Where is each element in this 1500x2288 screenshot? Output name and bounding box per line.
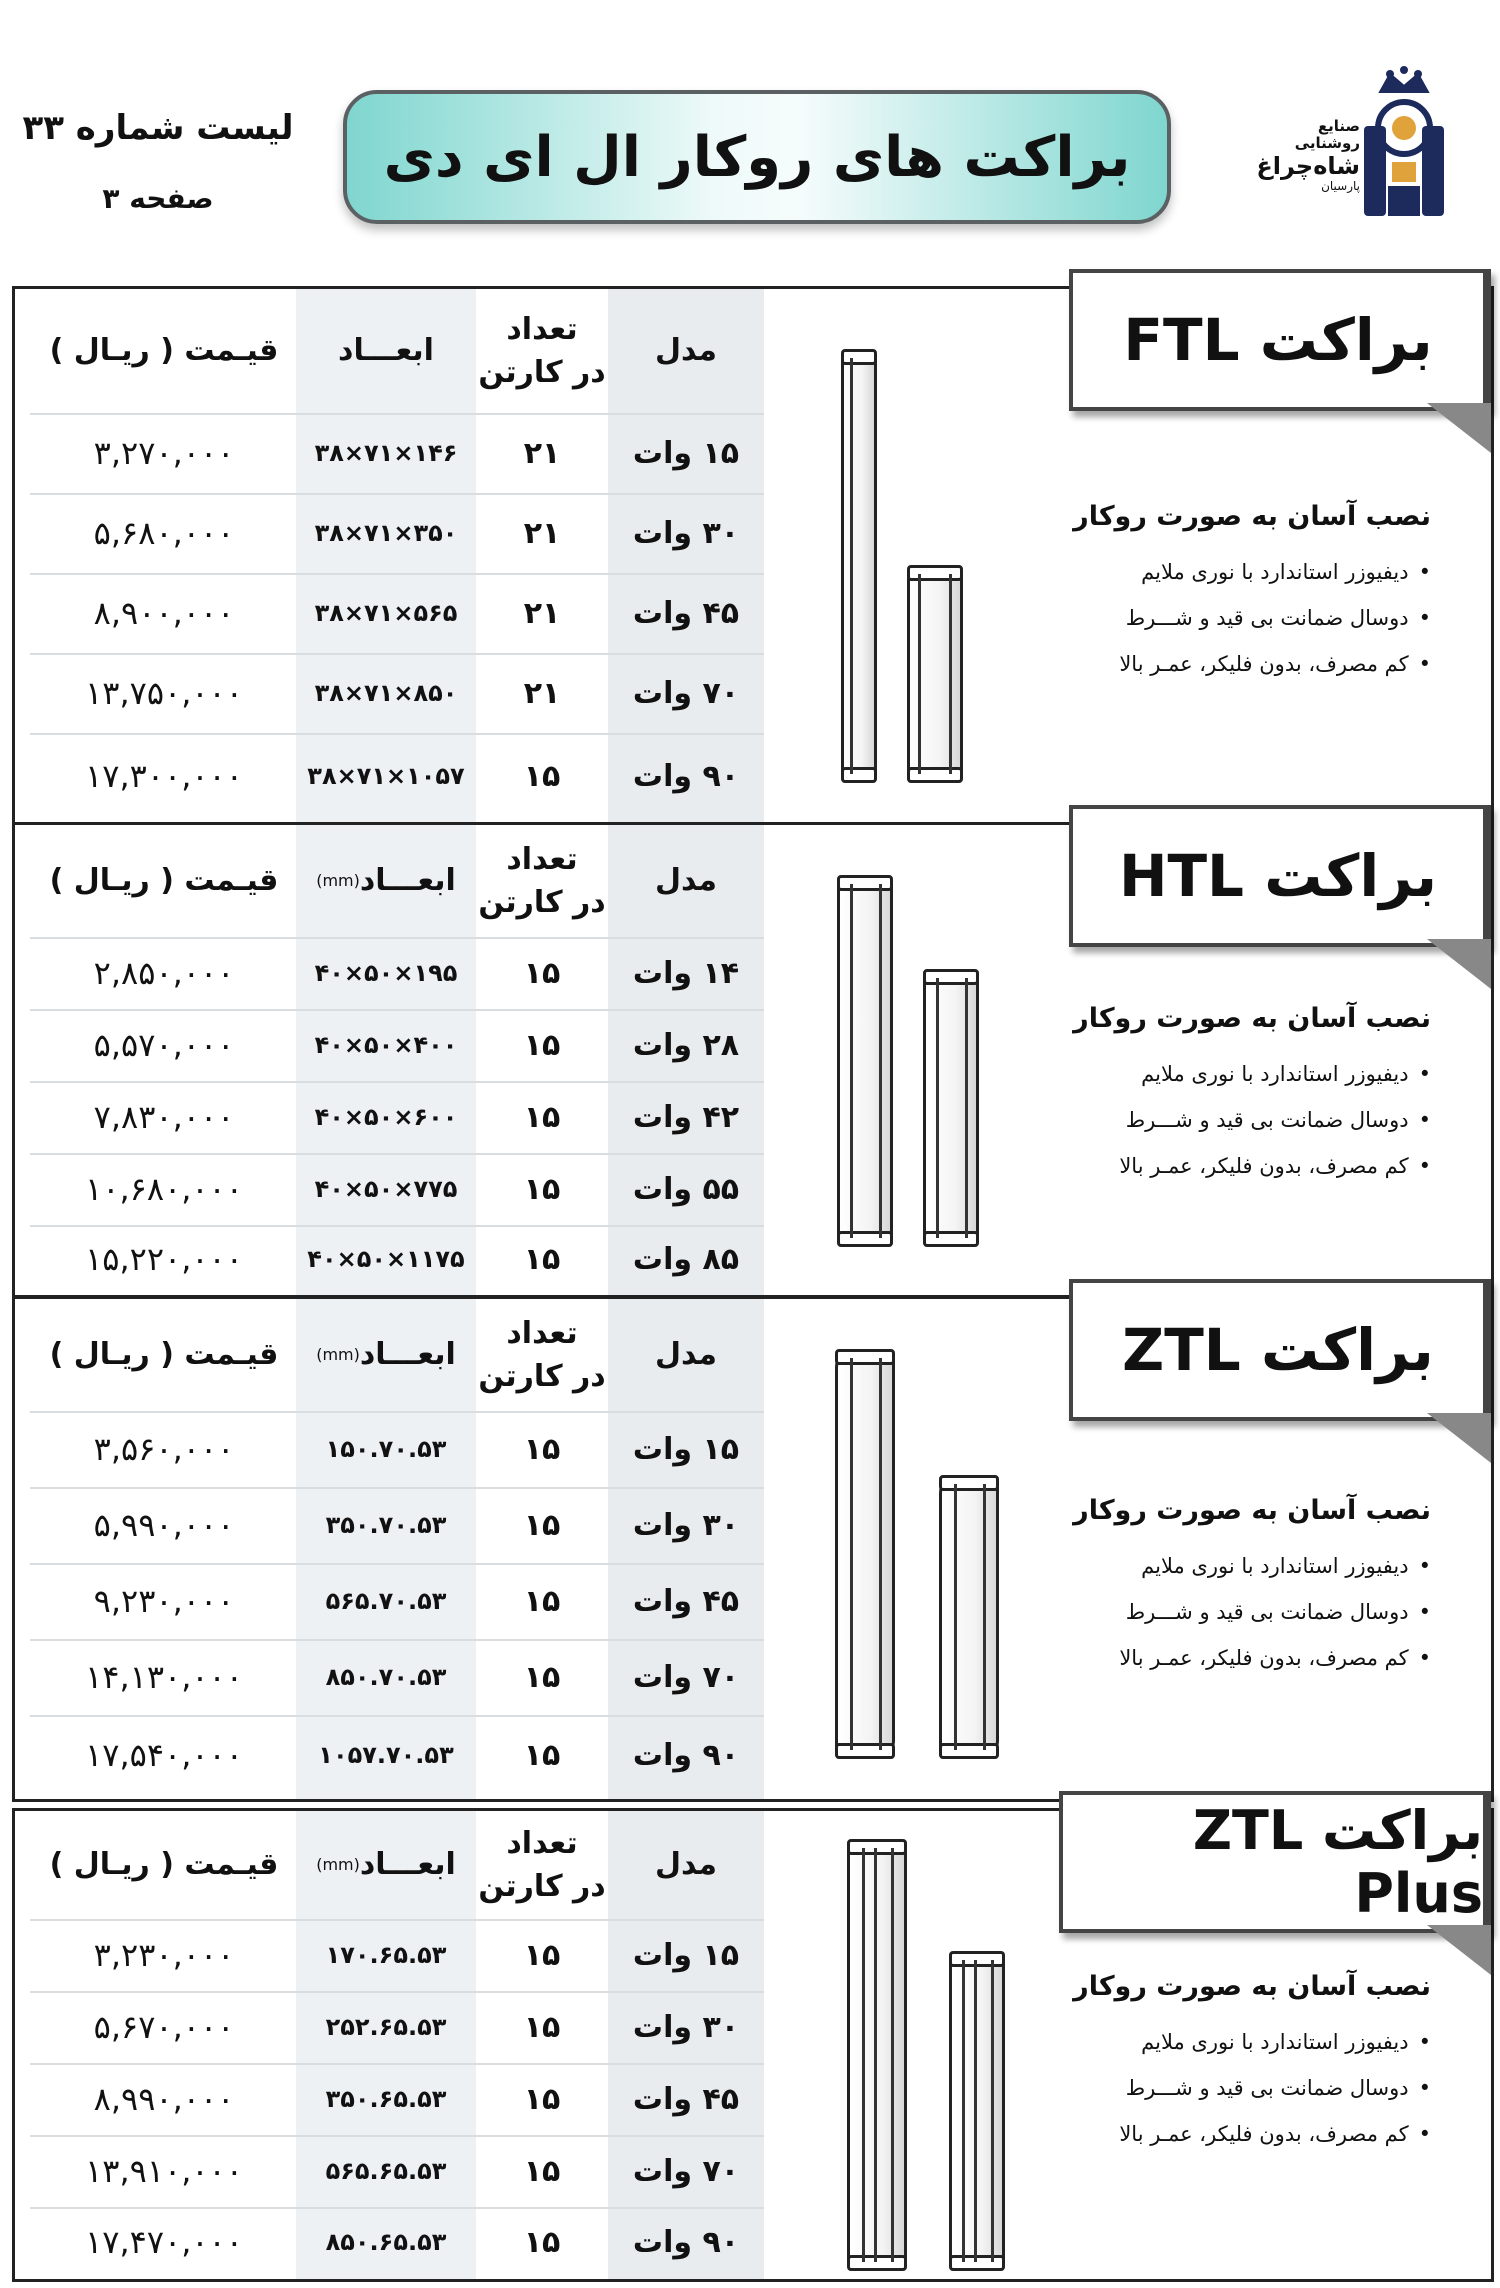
count-cell: ۱۵ [523,1937,561,1973]
count-cell: ۱۵ [523,955,561,991]
count-cell: ۱۵ [523,2153,561,2189]
section-banner [1059,1791,1491,1933]
feature-item: • دوسال ضمانت بی قید و شـــرط [1031,606,1431,630]
price-cell: ۳,۲۷۰,۰۰۰ [93,434,235,472]
model-cell: ۷۰ وات [632,1659,740,1695]
price-cell: ۳,۲۳۰,۰۰۰ [93,1936,235,1974]
banner-fold [1427,939,1491,989]
count-cell: ۱۵ [523,1171,561,1207]
header-dims-unit: (mm) [316,1345,360,1365]
features-list [1031,1495,1431,1692]
price-cell: ۱۷,۵۴۰,۰۰۰ [85,1736,243,1774]
price-cell: ۸,۹۹۰,۰۰۰ [93,2080,235,2118]
count-cell: ۱۵ [523,1583,561,1619]
dims-cell: ۵۶۵.۷۰.۵۳ [325,1587,447,1615]
header-count [476,1299,608,1411]
fixture-long-drawing [847,1839,907,2271]
model-cell: ۴۵ وات [632,2081,740,2117]
section-title: براکت FTL [1123,306,1433,374]
price-cell: ۵,۹۹۰,۰۰۰ [93,1506,235,1544]
fixture-long-drawing [837,875,893,1247]
header-count [476,1811,608,1919]
dims-cell: ۵۶۵.۶۵.۵۳ [325,2157,447,2185]
feature-item: • کم مصرف، بدون فلیکر، عمـر بالا [1031,652,1431,676]
feature-item: • کم مصرف، بدون فلیکر، عمـر بالا [1031,2122,1431,2146]
count-cell: ۱۵ [523,2009,561,2045]
count-cell: ۱۵ [523,1099,561,1135]
header-model: مدل [655,863,717,899]
features-list [1031,1971,1431,2168]
feature-item: • دوسال ضمانت بی قید و شـــرط [1031,1108,1431,1132]
model-cell: ۱۴ وات [632,955,740,991]
model-cell: ۱۵ وات [632,1431,740,1467]
header-dims-unit: (mm) [316,871,360,891]
header-count-line1: تعداد [506,311,578,347]
header-price: قیـمت ( ریـال ) [49,333,279,369]
price-table-ftl [20,289,760,822]
feature-item: • دیفیوزر استاندارد با نوری ملایم [1031,560,1431,584]
fixture-short-drawing [949,1951,1005,2271]
features-title: نصب آسان به صورت روکار [1073,1003,1431,1034]
features-title: نصب آسان به صورت روکار [1073,501,1431,532]
feature-item: • دوسال ضمانت بی قید و شـــرط [1031,2076,1431,2100]
features-title: نصب آسان به صورت روکار [1073,1495,1431,1526]
logo-line-2: شاه‌چراغ [1256,151,1360,180]
model-cell: ۴۲ وات [632,1099,740,1135]
price-cell: ۵,۶۷۰,۰۰۰ [93,2008,235,2046]
price-cell: ۸,۹۰۰,۰۰۰ [93,594,235,632]
header-count-line1: تعداد [506,1315,578,1351]
dims-cell: ۱۴۶×۷۱×۳۸ [314,439,458,467]
price-cell: ۱۰,۶۸۰,۰۰۰ [85,1170,243,1208]
price-cell: ۱۴,۱۳۰,۰۰۰ [85,1658,243,1696]
count-cell: ۱۵ [523,1507,561,1543]
price-cell: ۵,۵۷۰,۰۰۰ [93,1026,235,1064]
price-table-htl [20,825,760,1295]
banner-fold [1427,1925,1491,1975]
dims-cell: ۱۰۵۷.۷۰.۵۳ [318,1741,454,1769]
dims-cell: ۸۵۰.۶۵.۵۳ [325,2228,447,2256]
section-title: براکت ZTL [1122,1316,1434,1384]
count-cell: ۱۵ [523,1241,561,1277]
count-cell: ۱۵ [523,1431,561,1467]
fixture-short-drawing [939,1475,999,1759]
section-ztl-plus [12,1799,1494,2282]
section-ztl [12,1296,1494,1802]
count-cell: ۲۱ [523,595,561,631]
header-dims: ابعـــاد [338,333,434,369]
price-cell: ۱۳,۷۵۰,۰۰۰ [85,674,243,712]
header-dims [296,825,476,937]
feature-item: • دیفیوزر استاندارد با نوری ملایم [1031,1554,1431,1578]
count-cell: ۱۵ [523,2224,561,2260]
header-dims-unit: (mm) [316,1855,360,1875]
header-count [476,825,608,937]
header-dims-label: ابعـــاد [359,1847,456,1883]
dims-cell: ۱۵۰.۷۰.۵۳ [325,1435,447,1463]
features-list [1031,1003,1431,1200]
header-count-line2: در کارتن [478,1869,606,1904]
header-count [476,289,608,413]
header-count-line1: تعداد [506,841,578,877]
header-price: قیـمت ( ریـال ) [49,1337,279,1373]
header-count-line2: در کارتن [478,355,606,390]
section-banner [1069,269,1491,411]
logo-line-1: صنایع روشنایی [1294,117,1360,153]
header-model: مدل [655,1847,717,1883]
model-cell: ۳۰ وات [632,1507,740,1543]
dims-cell: ۱۱۷۵×۵۰×۴۰ [307,1245,465,1273]
dims-cell: ۴۰۰×۵۰×۴۰ [314,1031,458,1059]
model-cell: ۹۰ وات [632,1737,740,1773]
dims-cell: ۶۰۰×۵۰×۴۰ [314,1103,458,1131]
crown-lamp-logo-icon [1358,66,1450,226]
price-cell: ۱۷,۴۷۰,۰۰۰ [85,2223,243,2261]
dims-cell: ۲۵۲.۶۵.۵۳ [325,2013,447,2041]
model-cell: ۳۰ وات [632,2009,740,2045]
feature-item: • کم مصرف، بدون فلیکر، عمـر بالا [1031,1154,1431,1178]
count-cell: ۱۵ [523,2081,561,2117]
header-count-line1: تعداد [506,1825,578,1861]
dims-cell: ۷۷۵×۵۰×۴۰ [314,1175,458,1203]
section-htl [12,822,1494,1298]
count-cell: ۲۱ [523,515,561,551]
dims-cell: ۳۵۰×۷۱×۳۸ [314,519,458,547]
logo-line-3: پارسیان [1321,179,1360,194]
price-cell: ۱۷,۳۰۰,۰۰۰ [85,757,243,795]
fixture-short-drawing [923,969,979,1247]
section-title: براکت ZTL Plus [1192,1799,1483,1925]
price-cell: ۲,۸۵۰,۰۰۰ [93,954,235,992]
price-cell: ۵,۶۸۰,۰۰۰ [93,514,235,552]
count-cell: ۱۵ [523,1737,561,1773]
model-cell: ۹۰ وات [632,2224,740,2260]
features-list [1031,501,1431,698]
model-cell: ۸۵ وات [632,1241,740,1277]
header-price: قیـمت ( ریـال ) [49,863,279,899]
list-number: لیست شماره ۳۳ [22,108,294,148]
count-cell: ۱۵ [523,1027,561,1063]
model-cell: ۷۰ وات [632,675,740,711]
price-table-ztl-plus [20,1811,760,2279]
price-cell: ۷,۸۳۰,۰۰۰ [93,1098,235,1136]
fixture-short-drawing [907,565,963,783]
dims-cell: ۵۶۵×۷۱×۳۸ [314,599,458,627]
section-title: براکت HTL [1118,842,1438,910]
feature-item: • دیفیوزر استاندارد با نوری ملایم [1031,1062,1431,1086]
company-logo [1250,66,1450,226]
dims-cell: ۳۵۰.۶۵.۵۳ [325,2085,447,2113]
features-title: نصب آسان به صورت روکار [1073,1971,1431,2002]
model-cell: ۵۵ وات [632,1171,740,1207]
header-model: مدل [655,333,717,369]
count-cell: ۲۱ [523,675,561,711]
header-count-line2: در کارتن [478,885,606,920]
header-price: قیـمت ( ریـال ) [49,1847,279,1883]
banner-fold [1427,1413,1491,1463]
dims-cell: ۳۵۰.۷۰.۵۳ [325,1511,447,1539]
fixture-long-drawing [835,1349,895,1759]
header-model: مدل [655,1337,717,1373]
model-cell: ۹۰ وات [632,758,740,794]
feature-item: • کم مصرف، بدون فلیکر، عمـر بالا [1031,1646,1431,1670]
dims-cell: ۸۵۰.۷۰.۵۳ [325,1663,447,1691]
dims-cell: ۱۹۵×۵۰×۴۰ [314,959,458,987]
fixture-long-drawing [841,349,877,783]
model-cell: ۱۵ وات [632,435,740,471]
model-cell: ۷۰ وات [632,2153,740,2189]
count-cell: ۲۱ [523,435,561,471]
model-cell: ۳۰ وات [632,515,740,551]
model-cell: ۲۸ وات [632,1027,740,1063]
page-number: صفحه ۳ [102,182,214,215]
price-cell: ۹,۲۳۰,۰۰۰ [93,1582,235,1620]
section-ftl [12,286,1494,825]
model-cell: ۱۵ وات [632,1937,740,1973]
header-dims-label: ابعـــاد [359,1337,456,1373]
header-count-line2: در کارتن [478,1359,606,1394]
dims-cell: ۱۰۵۷×۷۱×۳۸ [307,762,465,790]
page-title-banner [343,90,1171,224]
feature-item: • دیفیوزر استاندارد با نوری ملایم [1031,2030,1431,2054]
header-dims-label: ابعـــاد [359,863,456,899]
dims-cell: ۱۷۰.۶۵.۵۳ [325,1941,447,1969]
section-banner [1069,1279,1491,1421]
feature-item: • دوسال ضمانت بی قید و شـــرط [1031,1600,1431,1624]
page-title: براکت های روکار ال ای دی [383,124,1131,190]
model-cell: ۴۵ وات [632,595,740,631]
logo-text [1250,118,1360,194]
model-cell: ۴۵ وات [632,1583,740,1619]
price-cell: ۳,۵۶۰,۰۰۰ [93,1430,235,1468]
price-table-ztl [20,1299,760,1799]
price-cell: ۱۵,۲۲۰,۰۰۰ [85,1240,243,1278]
price-cell: ۱۳,۹۱۰,۰۰۰ [85,2152,243,2190]
header-dims [296,1811,476,1919]
header-dims [296,1299,476,1411]
banner-fold [1427,403,1491,453]
section-banner [1069,805,1491,947]
dims-cell: ۸۵۰×۷۱×۳۸ [314,679,458,707]
count-cell: ۱۵ [523,758,561,794]
count-cell: ۱۵ [523,1659,561,1695]
